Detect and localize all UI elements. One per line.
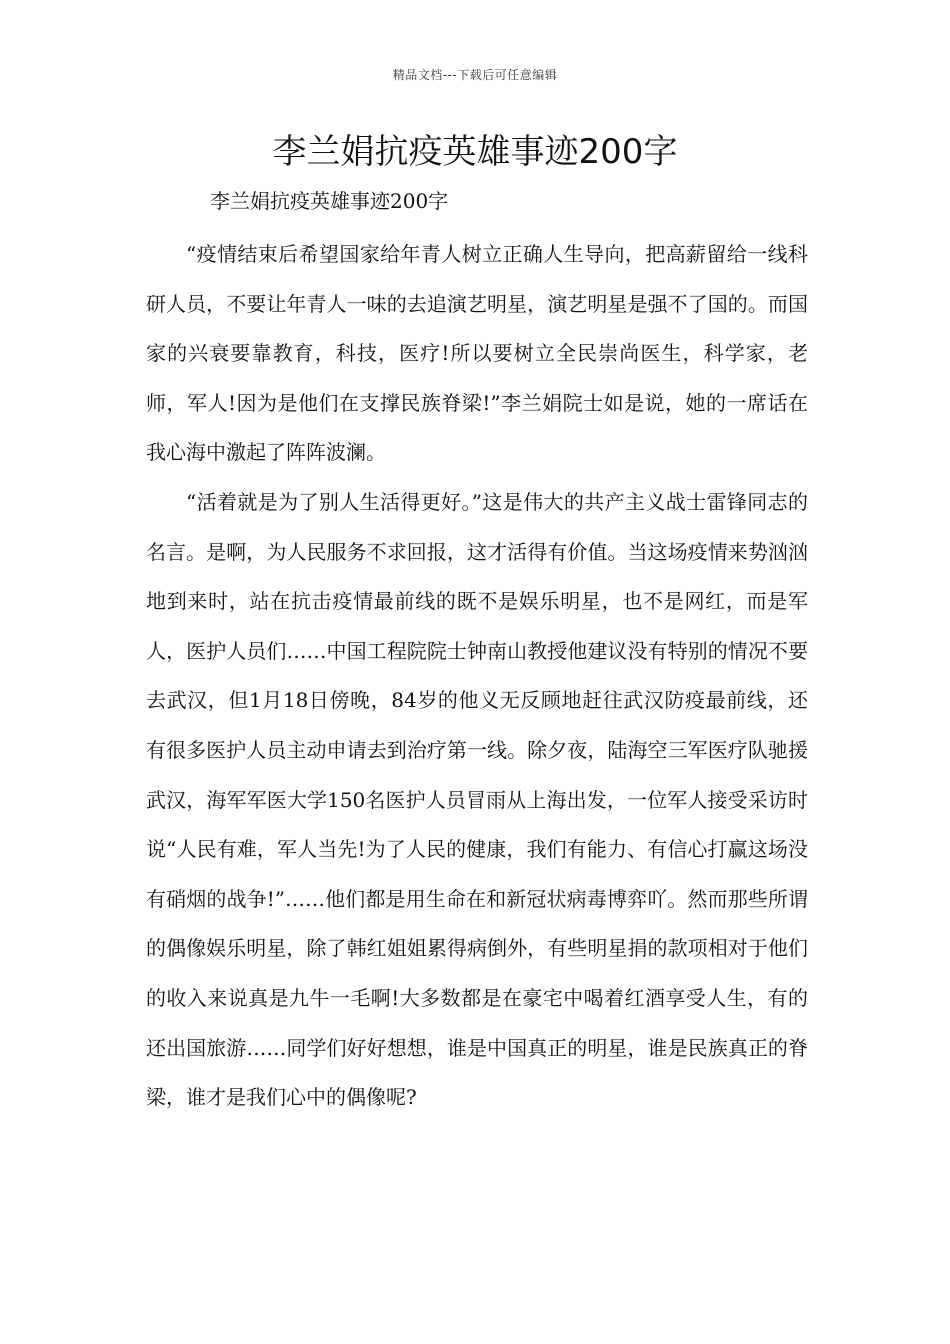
document-subtitle: 李兰娟抗疫英雄事迹200字	[210, 189, 449, 213]
paragraph-1: “疫情结束后希望国家给年青人树立正确人生导向，把高薪留给一线科研人员，不要让年青人一味的去追演艺明星，演艺明星是强不了国的。而国家的兴衰要靠教育，科技，医疗!所以要树立全民崇尚医生，科学家，老师，军人!因为是他们在支撑民族脊梁!”李兰娟院士如是说，她的一席话在我心海中激起了阵阵波澜。	[146, 242, 808, 465]
document-body	[146, 230, 808, 1123]
paragraph-2: “活着就是为了别人生活得更好。”这是伟大的共产主义战士雷锋同志的名言。是啊，为人民服务不求回报，这才活得有价值。当这场疫情来势汹汹地到来时，站在抗击疫情最前线的既不是娱乐明星，也不是网红，而是军人，医护人员们……中国工程院院士钟南山教授他建议没有特别的情况不要去武汉，但1月18日傍晚，84岁的他义无反顾地赶往武汉防疫最前线，还有很多医护人员主动申请去到治疗第一线。除夕夜，陆海空三军医疗队驰援武汉，海军军医大学150名医护人员冒雨从上海出发，一位军人接受采访时说“人民有难，军人当先!为了人民的健康，我们有能力、有信心打赢这场没有硝烟的战争!”……他们都是用生命在和新冠状病毒博弈吖。然而那些所谓的偶像娱乐明星，除了韩红姐姐累得病倒外，有些明星捐的款项相对于他们的收入来说真是九牛一毛啊!大多数都是在豪宅中喝着红酒享受人生，有的还出国旅游……同学们好好想想，谁是中国真正的明星，谁是民族真正的脊梁，谁才是我们心中的偶像呢?	[146, 489, 808, 1110]
header-note: 精品文档---下载后可任意编辑	[392, 68, 558, 82]
document-title: 李兰娟抗疫英雄事迹200字	[272, 132, 678, 172]
